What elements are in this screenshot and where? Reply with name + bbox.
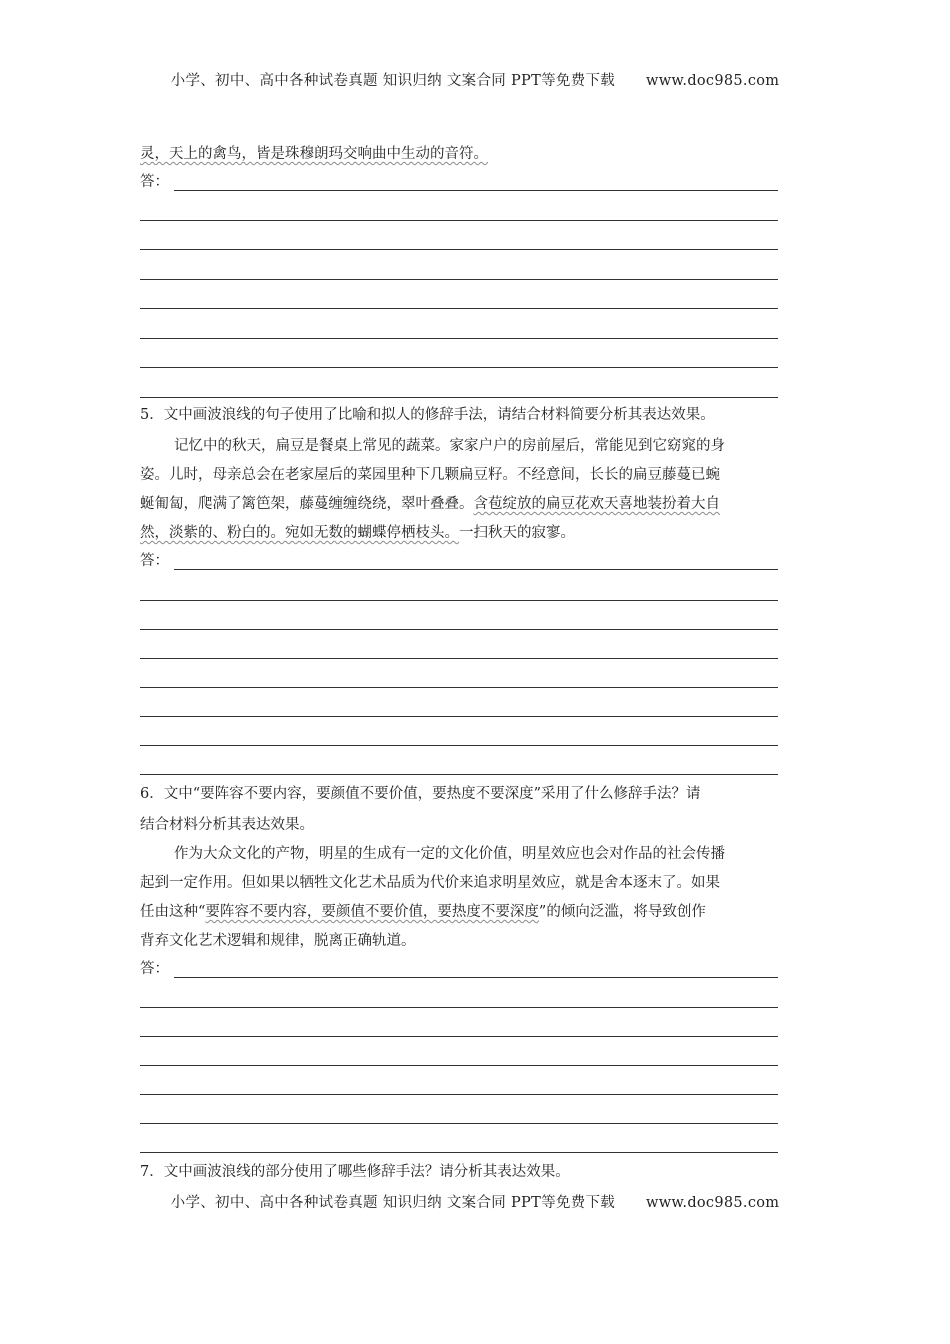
answer-label: 答： bbox=[140, 961, 169, 977]
page-content bbox=[140, 0, 778, 1344]
answer-line[interactable] bbox=[140, 1094, 778, 1095]
answer-line[interactable] bbox=[140, 716, 778, 717]
answer-line[interactable] bbox=[140, 1123, 778, 1124]
footer-text: 小学、初中、高中各种试卷真题 知识归纳 文案合同 PPT等免费下载 bbox=[170, 1195, 616, 1211]
q5-plain-text: 一扫秋天的寂寥。 bbox=[459, 525, 575, 541]
answer-line[interactable] bbox=[140, 745, 778, 746]
answer-line[interactable] bbox=[140, 249, 778, 250]
q5-wavy-text: 然，淡紫的、粉白的。宛如无数的蝴蝶停栖枝头。 bbox=[140, 525, 459, 541]
answer-line[interactable] bbox=[140, 338, 778, 339]
q6-passage-line: 起到一定作用。但如果以牺牲文化艺术品质为代价来追求明星效应，就是舍本逐末了。如果 bbox=[140, 875, 720, 891]
answer-line[interactable] bbox=[140, 1065, 778, 1066]
answer-line[interactable] bbox=[140, 1036, 778, 1037]
answer-line[interactable] bbox=[140, 1007, 778, 1008]
answer-line[interactable] bbox=[174, 190, 778, 191]
answer-line[interactable] bbox=[140, 774, 778, 775]
header-url[interactable]: www.doc985.com bbox=[646, 73, 780, 89]
continuation-line bbox=[140, 142, 778, 166]
q5-passage-line bbox=[140, 492, 778, 516]
q6-plain-text: ”的倾向泛滥，将导致创作 bbox=[538, 904, 706, 920]
question-6-stem-cont: 结合材料分析其表达效果。 bbox=[140, 817, 314, 833]
answer-line[interactable] bbox=[140, 1152, 778, 1153]
answer-line[interactable] bbox=[174, 977, 778, 978]
q5-wavy-text: 含苞绽放的扁豆花欢天喜地装扮着大自 bbox=[473, 496, 720, 512]
q6-passage-line: 背弃文化艺术逻辑和规律，脱离正确轨道。 bbox=[140, 933, 416, 949]
answer-line[interactable] bbox=[140, 687, 778, 688]
question-6-stem: 6．文中“要阵容不要内容，要颜值不要价值，要热度不要深度”采用了什么修辞手法？请 bbox=[140, 786, 701, 802]
header-text: 小学、初中、高中各种试卷真题 知识归纳 文案合同 PPT等免费下载 bbox=[170, 73, 616, 89]
q5-passage-line: 记忆中的秋天，扁豆是餐桌上常见的蔬菜。家家户户的房前屋后，常能见到它窈窕的身 bbox=[174, 438, 725, 454]
answer-label: 答： bbox=[140, 553, 169, 569]
continuation-text: 灵，天上的禽鸟，皆是珠穆朗玛交响曲中生动的音符。 bbox=[140, 146, 488, 162]
question-5-stem: 5．文中画波浪线的句子使用了比喻和拟人的修辞手法，请结合材料简要分析其表达效果。 bbox=[140, 407, 715, 423]
page-footer bbox=[0, 1191, 950, 1212]
q6-wavy-text: 要阵容不要内容，要颜值不要价值，要热度不要深度 bbox=[205, 904, 539, 920]
answer-line[interactable] bbox=[140, 279, 778, 280]
q5-plain-text: 蜒匍匐，爬满了篱笆架，藤蔓缠缠绕绕，翠叶叠叠。 bbox=[140, 496, 474, 512]
question-7-stem: 7．文中画波浪线的部分使用了哪些修辞手法？请分析其表达效果。 bbox=[140, 1164, 570, 1180]
answer-label: 答： bbox=[140, 174, 169, 190]
answer-line[interactable] bbox=[140, 220, 778, 221]
answer-line[interactable] bbox=[140, 629, 778, 630]
q6-plain-text: 任由这种“ bbox=[140, 904, 206, 920]
q6-passage-line: 作为大众文化的产物，明星的生成有一定的文化价值，明星效应也会对作品的社会传播 bbox=[174, 846, 725, 862]
answer-line[interactable] bbox=[140, 600, 778, 601]
q5-passage-line bbox=[140, 521, 778, 545]
answer-line[interactable] bbox=[140, 397, 778, 398]
footer-url[interactable]: www.doc985.com bbox=[646, 1195, 780, 1211]
answer-line[interactable] bbox=[140, 367, 778, 368]
answer-line[interactable] bbox=[140, 658, 778, 659]
answer-line[interactable] bbox=[174, 569, 778, 570]
answer-line[interactable] bbox=[140, 308, 778, 309]
q6-passage-line bbox=[140, 900, 778, 924]
q5-passage-line: 姿。儿时，母亲总会在老家屋后的菜园里种下几颗扁豆籽。不经意间，长长的扁豆藤蔓已蜿 bbox=[140, 467, 720, 483]
